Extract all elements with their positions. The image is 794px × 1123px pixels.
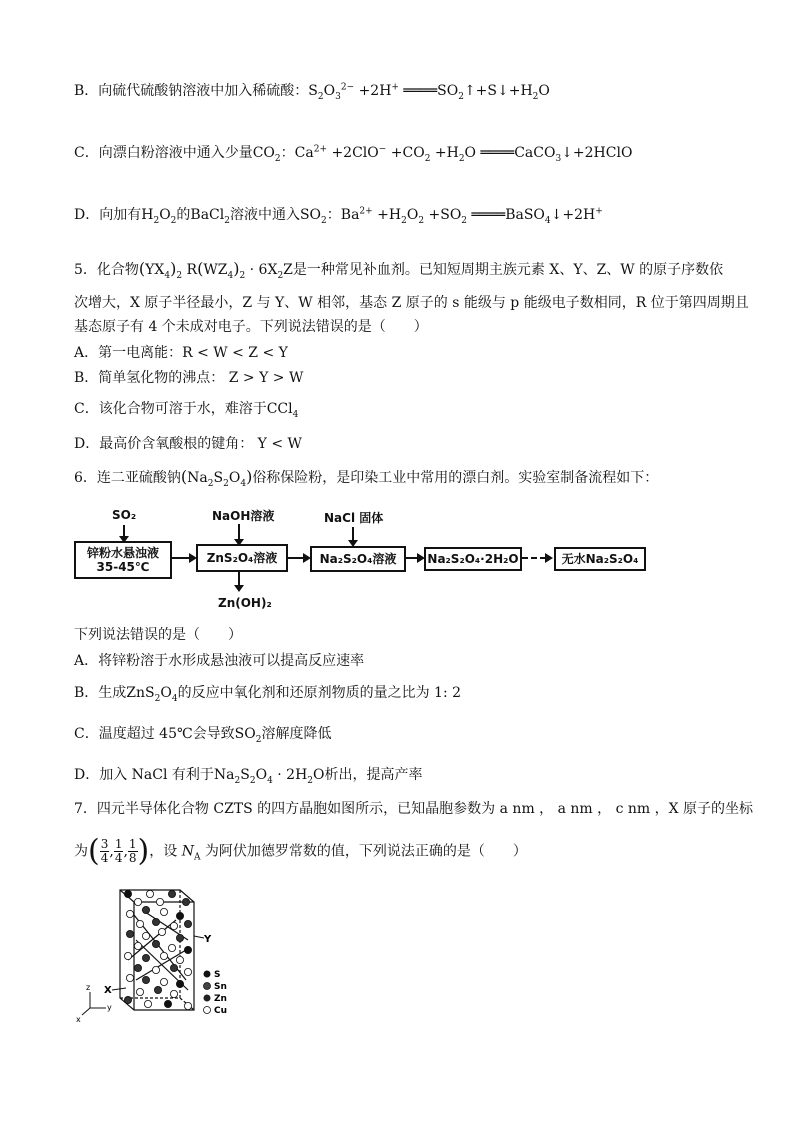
axis-x-label: x xyxy=(76,1015,81,1024)
flow-label-nacl: NaCl 固体 xyxy=(324,511,384,525)
axis-y-label: y xyxy=(107,1003,112,1012)
q4-option-c: C．向漂白粉溶液中通入少量$CO_2$：$Ca^{2+} +2ClO^- +CO_2 +H_2O$ ════CaCO$_3$↓+2HClO xyxy=(74,144,633,164)
atom xyxy=(152,966,159,973)
atom xyxy=(136,988,143,995)
atom xyxy=(168,890,175,897)
flow-box-anhydrous: 无水Na₂S₂O₄ xyxy=(554,547,646,571)
label-y: Y xyxy=(204,934,212,945)
q6-stem: 6．连二亚硫酸钠$(Na_2S_2O_4)$俗称保险粉，是印染工业中常用的漂白剂。实验室制备流程如下： xyxy=(74,467,659,489)
atom xyxy=(176,980,183,987)
axis-z-label: z xyxy=(86,983,91,992)
atom xyxy=(158,928,165,935)
flow-box-na2s2o4-solution: Na₂S₂O₄溶液 xyxy=(310,546,406,572)
flow-box-zinc-suspension: 锌粉水悬浊液 35-45℃ xyxy=(74,541,172,579)
frac-2: $\frac{1}{4}$ xyxy=(114,837,123,865)
atom xyxy=(184,920,191,927)
flow-arrow-1 xyxy=(170,557,190,559)
atom xyxy=(126,910,133,917)
crystal-cell-figure xyxy=(76,880,276,1025)
atom xyxy=(182,898,189,905)
frac-3: $\frac{1}{8}$ xyxy=(128,837,137,865)
q5-option-c: C．该化合物可溶于水，难溶于CCl$_4$ xyxy=(74,401,299,420)
atom xyxy=(184,1002,191,1009)
atom xyxy=(164,1000,171,1007)
atom xyxy=(184,968,191,975)
q5-option-d: D．最高价含氧酸根的键角： Y < W xyxy=(74,436,302,452)
label-x: X xyxy=(104,985,112,996)
atom xyxy=(142,954,149,961)
flow-label-naoh: NaOH溶液 xyxy=(212,509,275,523)
q7-stem-line2: 为( $\frac{3}{4}$ , $\frac{1}{4}$ , $\frac{1}{8}$ )，设 $N_A$ 为阿伏加德罗常数的值，下列说法正确的是（ ） xyxy=(74,833,527,869)
atom xyxy=(170,990,177,997)
flow-box-zns2o4: ZnS₂O₄溶液 xyxy=(196,544,288,572)
atom xyxy=(170,922,177,929)
atom xyxy=(144,1000,151,1007)
legend-s: S xyxy=(214,970,221,980)
atom xyxy=(184,946,191,953)
atom xyxy=(142,976,149,983)
atom xyxy=(160,978,167,985)
q5-option-b: B．简单氢化物的沸点： Z > Y > W xyxy=(74,370,304,386)
q5-stem-line1: 5．化合物$(YX_4)_2$ $R(WZ_4)_2 \cdot 6X_2Z$是一种常见补血剂。已知短周期主族元素 X、Y、Z、W 的原子序数依 xyxy=(74,259,724,281)
flow-label-so2: SO₂ xyxy=(112,508,137,522)
q6-option-b: B．生成$ZnS_2O_4$的反应中氧化剂和还原剂物质的量之比为 1: 2 xyxy=(74,685,462,704)
q4-option-d: D．向加有$H_2O_2$的BaCl$_2$溶液中通入$SO_2$：$Ba^{2+} +H_2O_2 +SO_2$ ════BaSO$_4$↓+2H+ xyxy=(74,206,603,226)
atom xyxy=(156,898,163,905)
q5-option-a: A．第一电离能：R < W < Z < Y xyxy=(74,345,288,361)
atom xyxy=(126,974,133,981)
q5-stem-line2: 次增大，X 原子半径最小，Z 与 Y、W 相邻，基态 Z 原子的 s 能级与 p 能级电子数相同，R 位于第四周期且 xyxy=(74,295,749,311)
atom xyxy=(168,944,175,951)
q6-option-c: C．温度超过 45℃会导致$SO_2$溶解度降低 xyxy=(74,726,332,745)
atom xyxy=(126,930,133,937)
atom xyxy=(146,890,153,897)
flow-arrow-dashed xyxy=(522,557,546,559)
atom xyxy=(134,964,141,971)
atom xyxy=(170,964,177,971)
flow-arrow-nacl xyxy=(352,527,354,541)
atom xyxy=(136,920,143,927)
legend-sn: Sn xyxy=(214,982,227,992)
flow-arrow-so2 xyxy=(123,525,125,537)
atom xyxy=(134,942,141,949)
flow-label-znoh: Zn(OH)₂ xyxy=(218,596,272,610)
frac-1: $\frac{3}{4}$ xyxy=(100,837,109,865)
legend-zn: Zn xyxy=(214,994,227,1004)
atom xyxy=(124,890,131,897)
flow-arrow-3 xyxy=(404,557,418,559)
flow-arrow-2 xyxy=(286,557,304,559)
atom xyxy=(176,912,183,919)
atom xyxy=(152,918,159,925)
atom xyxy=(176,934,183,941)
q7-stem-line1: 7．四元半导体化合物 CZTS 的四方晶胞如图所示，已知晶胞参数为 a nm ， a nm ， c nm ，X 原子的坐标 xyxy=(74,801,754,817)
atom xyxy=(160,908,167,915)
atom xyxy=(176,956,183,963)
flow-arrow-naoh xyxy=(238,524,240,540)
q4-option-b: B．向硫代硫酸钠溶液中加入稀硫酸：$S_2O_3^{2-} +2H^+$ $════SO_2↑+S↓+H_2O$ xyxy=(74,82,550,102)
atom xyxy=(142,932,149,939)
q6-question: 下列说法错误的是（ ） xyxy=(74,627,242,643)
flow-box-na2s2o4-hydrate: Na₂S₂O₄·2H₂O xyxy=(424,547,522,571)
atom xyxy=(134,898,141,905)
q6-option-a: A．将锌粉溶于水形成悬浊液可以提高反应速率 xyxy=(74,653,365,669)
axes xyxy=(82,992,106,1015)
atom xyxy=(124,996,131,1003)
atom xyxy=(160,952,167,959)
atom xyxy=(154,986,161,993)
atom xyxy=(152,940,159,947)
atom xyxy=(124,952,131,959)
legend-cu: Cu xyxy=(214,1006,228,1016)
flow-arrow-znoh xyxy=(238,570,240,586)
q5-stem-line3: 基态原子有 4 个未成对电子。下列说法错误的是（ ） xyxy=(74,319,428,335)
q6-option-d: D．加入 NaCl 有利于$Na_2S_2O_4 \cdot 2H_2O$析出，提高产率 xyxy=(74,767,423,786)
atom xyxy=(142,906,149,913)
legend xyxy=(204,970,228,1016)
